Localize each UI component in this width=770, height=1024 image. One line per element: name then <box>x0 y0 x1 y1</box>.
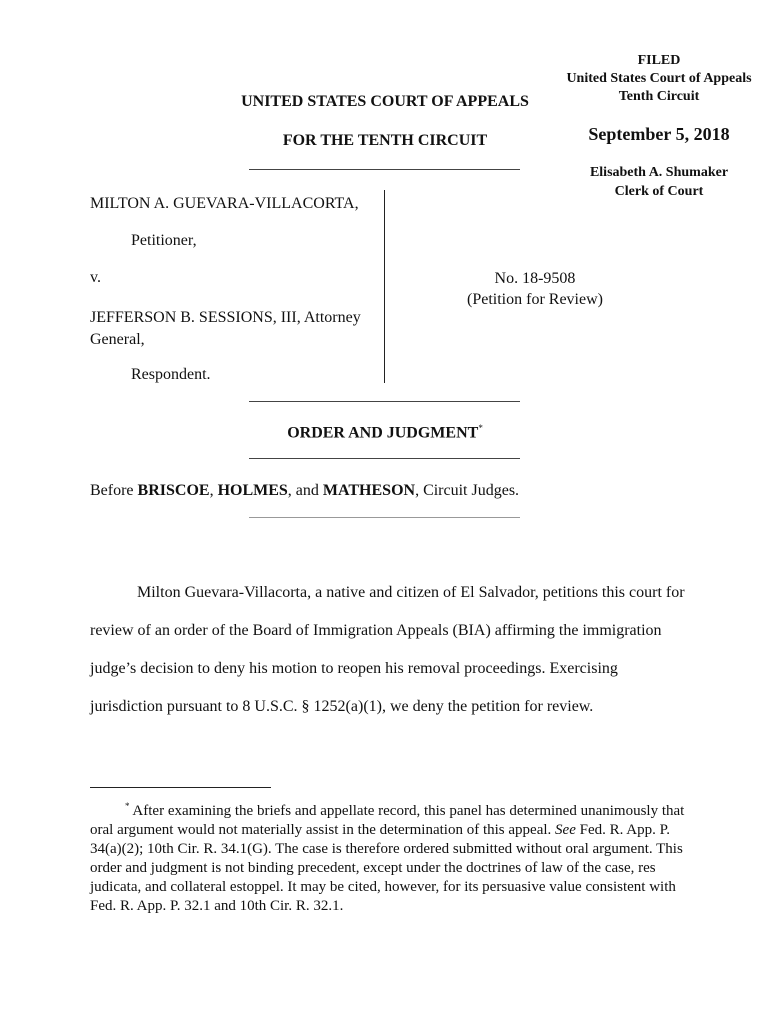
respondent-role: Respondent. <box>131 366 211 383</box>
filed-date: September 5, 2018 <box>588 124 730 144</box>
versus-label: v. <box>90 269 101 286</box>
panel-sep2: , and <box>287 482 323 499</box>
order-title <box>232 423 538 442</box>
panel-divider <box>249 517 520 518</box>
footnote-see: See <box>555 822 576 838</box>
footnote <box>90 797 690 916</box>
case-number: No. 18-9508 <box>494 270 576 287</box>
respondent-name-line2: General, <box>90 331 145 348</box>
footnote-text2: Fed. R. App. P. 34(a)(2); 10th Cir. R. 34.1(G). The case is therefore ordered submitted without oral argument. This order and judgment is not binding precedent, except under the doctrines of law of the case, res judicata, and collateral estoppel. It may be cited, however, for its persuasive value consistent with Fed. R. App. P. 32.1 and 10th Cir. R. 32.1. <box>90 822 683 914</box>
clerk-name: Elisabeth A. Shumaker <box>589 165 729 180</box>
opinion-paragraph: Milton Guevara-Villacorta, a native and citizen of El Salvador, petitions this court for review of an order of the Board of Immigration Appeals (BIA) affirming the immigration judge’s decision to deny his motion to reopen his removal proceedings. Exercising jurisdiction pursuant to 8 U.S.C. § 1252(a)(1), we deny the petition for review. <box>90 584 685 715</box>
caption-vertical-divider <box>384 190 385 383</box>
filed-stamp <box>548 52 770 106</box>
caption-divider <box>249 169 520 170</box>
respondent-name <box>90 307 361 351</box>
panel-line <box>90 482 519 500</box>
footnote-mark: * <box>125 801 130 811</box>
panel-prefix: Before <box>90 482 138 499</box>
filed-clerk <box>548 163 770 201</box>
filed-label: FILED <box>637 53 681 68</box>
order-top-divider <box>249 401 520 402</box>
petitioner-name: MILTON A. GUEVARA-VILLACORTA, <box>90 195 359 212</box>
judge-briscoe: BRISCOE <box>137 482 210 499</box>
case-type: (Petition for Review) <box>467 291 603 308</box>
court-title: UNITED STATES COURT OF APPEALS <box>241 93 529 110</box>
panel-suffix: , Circuit Judges. <box>415 482 520 499</box>
clerk-title: Clerk of Court <box>614 184 704 199</box>
order-footnote-mark: * <box>478 423 483 433</box>
filed-court: United States Court of Appeals <box>566 71 752 86</box>
order-bottom-divider <box>249 458 520 459</box>
court-subtitle: FOR THE TENTH CIRCUIT <box>282 132 488 149</box>
filed-circuit: Tenth Circuit <box>618 89 700 104</box>
footnote-text1: After examining the briefs and appellate record, this panel has determined unanimously that oral argument would not materially assist in the determination of this appeal. <box>90 803 685 838</box>
footnote-rule <box>90 787 271 788</box>
judge-holmes: HOLMES <box>217 482 288 499</box>
order-title-text: ORDER AND JUDGMENT <box>287 424 479 442</box>
case-number-block <box>440 268 630 310</box>
panel-sep1: , <box>209 482 218 499</box>
judge-matheson: MATHESON <box>322 482 416 499</box>
petitioner-role: Petitioner, <box>131 232 197 249</box>
respondent-name-line1: JEFFERSON B. SESSIONS, III, Attorney <box>90 309 361 326</box>
